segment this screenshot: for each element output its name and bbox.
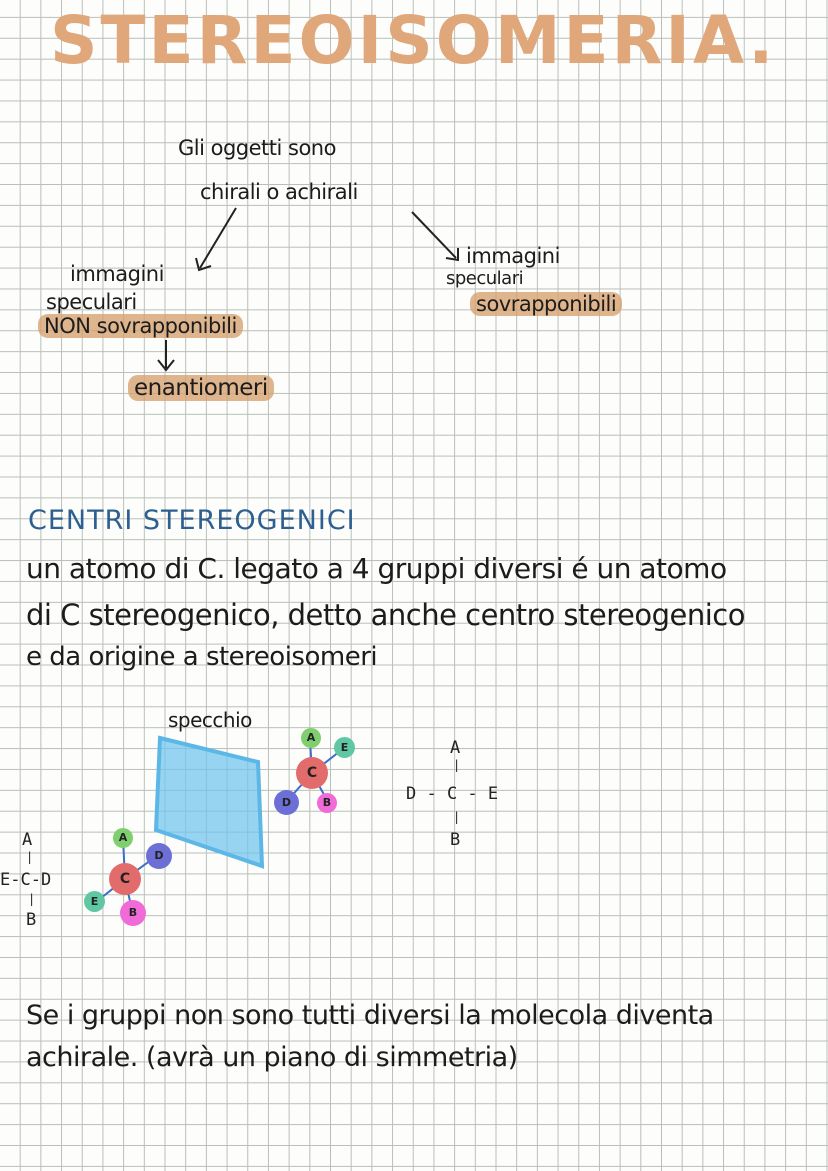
- atom-e-lower: E: [84, 891, 105, 912]
- formula-right-bond-top: |: [453, 758, 461, 772]
- diagram-right-line2: speculari: [446, 268, 524, 289]
- atom-a-upper: A: [301, 728, 321, 748]
- formula-right-bond-bottom: |: [453, 810, 461, 824]
- section-line-1: un atomo di C. legato a 4 gruppi diversi é un atomo: [26, 552, 727, 585]
- formula-left-bottom: B: [26, 910, 37, 930]
- formula-right-row: D - C - E: [406, 784, 499, 804]
- section-line-3: e da origine a stereoisomeri: [26, 642, 378, 672]
- page-title: STEREOISOMERIA.: [50, 2, 777, 79]
- conclusion-line-1: Se i gruppi non sono tutti diversi la molecola diventa: [26, 1000, 714, 1031]
- section-heading: CENTRI STEREOGENICI: [28, 505, 356, 536]
- atom-e-upper: E: [334, 737, 355, 758]
- atom-c-lower: C: [109, 863, 141, 895]
- diagram-top-line1: Gli oggetti sono: [178, 136, 336, 160]
- formula-left-row: E-C-D: [0, 870, 52, 890]
- formula-left-bond-top: |: [26, 850, 34, 864]
- atom-c-upper: C: [296, 757, 328, 789]
- diagram-left-result: [128, 375, 274, 401]
- atom-a-lower: A: [113, 828, 133, 848]
- section-line-2: di C stereogenico, detto anche centro stereogenico: [26, 598, 745, 632]
- enantiomeri-highlight: enantiomeri: [128, 375, 274, 401]
- mirror-shape: [156, 738, 262, 866]
- diagram-right-line1: immagini: [466, 244, 560, 268]
- right-highlight: sovrapponibili: [470, 292, 622, 316]
- left-highlight: NON sovrapponibili: [38, 314, 243, 338]
- atom-d-upper: D: [274, 790, 299, 815]
- diagram-left-line1: immagini: [70, 262, 164, 286]
- diagram-left-line2: speculari: [46, 290, 137, 314]
- formula-right-top: A: [450, 738, 461, 758]
- conclusion-line-2: achirale. (avrà un piano di simmetria): [26, 1042, 518, 1073]
- diagram-right-line3: [470, 292, 622, 316]
- formula-right-bottom: B: [450, 830, 461, 850]
- atom-b-upper: B: [317, 793, 337, 813]
- atom-d-lower: D: [146, 843, 172, 869]
- formula-left-bond-bottom: |: [28, 892, 36, 906]
- diagram-left-line3: [38, 314, 243, 338]
- mirror-label: specchio: [168, 708, 252, 732]
- formula-left-top: A: [22, 830, 33, 850]
- diagram-top-line2: chirali o achirali: [200, 180, 358, 204]
- atom-b-lower: B: [120, 900, 146, 926]
